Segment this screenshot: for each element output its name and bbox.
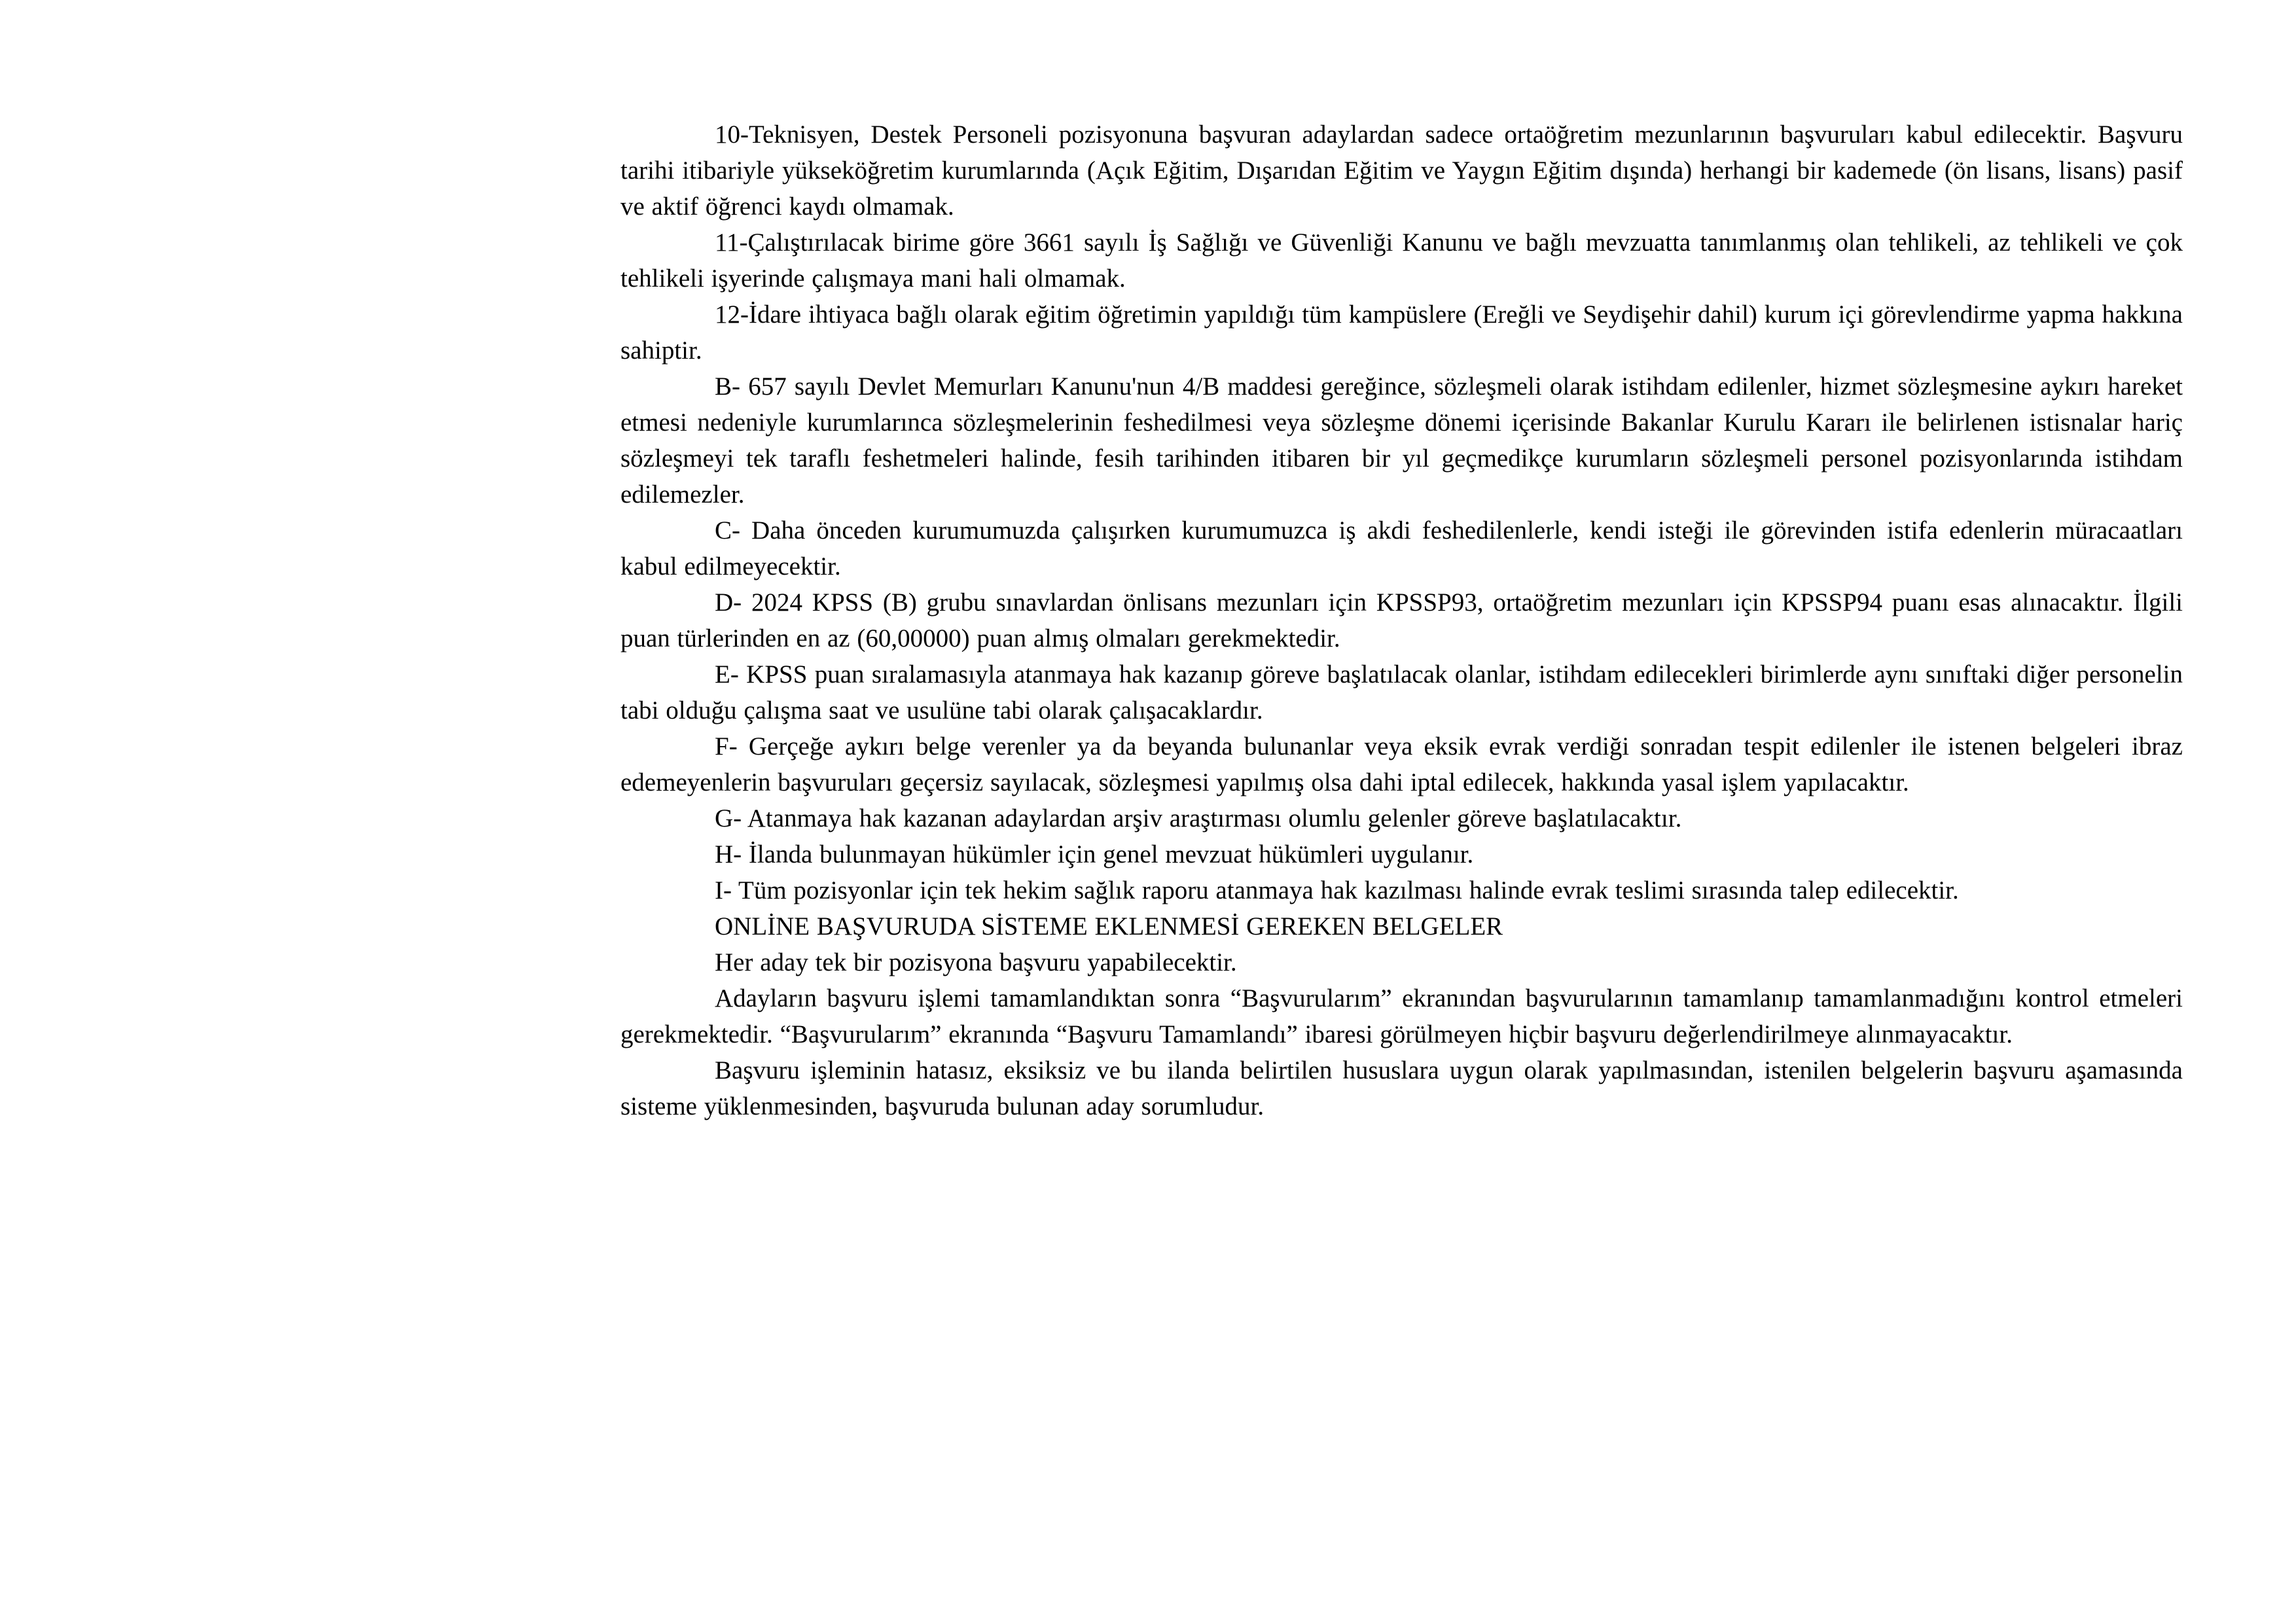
document-page: [620, 116, 2183, 1124]
paragraph-applicant-responsibility: Başvuru işleminin hatasız, eksiksiz ve bu ilanda belirtilen hususlara uygun olarak yapılmasından, istenilen belgelerin başvuru aşamasında sisteme yüklenmesinden, başvuruda bulunan aday sorumludur.: [620, 1056, 2183, 1120]
paragraph-clause-b: B- 657 sayılı Devlet Memurları Kanunu'nun 4/B maddesi gereğince, sözleşmeli olarak istihdam edilenler, hizmet sözleşmesine aykırı hareket etmesi nedeniyle kurumlarınca sözleşmelerinin feshedilmesi veya sözleşme dönemi içerisinde Bakanlar Kurulu Kararı ile belirlenen istisnalar hariç sözleşmeyi tek taraflı feshetmeleri halinde, fesih tarihinden itibaren bir yıl geçmedikçe kurumların sözleşmeli personel pozisyonlarında istihdam edilemezler.: [620, 372, 2183, 508]
section-heading-online-application-documents: ONLİNE BAŞVURUDA SİSTEME EKLENMESİ GEREKEN BELGELER: [715, 912, 1503, 940]
paragraph-clause-e: E- KPSS puan sıralamasıyla atanmaya hak kazanıp göreve başlatılacak olanlar, istihdam edilecekleri birimlerde aynı sınıftaki diğer personelin tabi olduğu çalışma saat ve usulüne tabi olarak çalışacaklardır.: [620, 660, 2183, 724]
paragraph-item-10: 10-Teknisyen, Destek Personeli pozisyonuna başvuran adaylardan sadece ortaöğretim mezunlarının başvuruları kabul edilecektir. Başvuru tarihi itibariyle yükseköğretim kurumlarında (Açık Eğitim, Dışarıdan Eğitim ve Yaygın Eğitim dışında) herhangi bir kademede (ön lisans, lisans) pasif ve aktif öğrenci kaydı olmamak.: [620, 120, 2183, 221]
paragraph-application-status-check: Adayların başvuru işlemi tamamlandıktan sonra “Başvurularım” ekranından başvurularının tamamlanıp tamamlanmadığını kontrol etmeleri gerekmektedir. “Başvurularım” ekranında “Başvuru Tamamlandı” ibaresi görülmeyen hiçbir başvuru değerlendirilmeye alınmayacaktır.: [620, 984, 2183, 1048]
paragraph-item-11: 11-Çalıştırılacak birime göre 3661 sayılı İş Sağlığı ve Güvenliği Kanunu ve bağlı mevzuatta tanımlanmış olan tehlikeli, az tehlikeli ve çok tehlikeli işyerinde çalışmaya mani hali olmamak.: [620, 228, 2183, 293]
paragraph-clause-d: D- 2024 KPSS (B) grubu sınavlardan önlisans mezunları için KPSSP93, ortaöğretim mezunları için KPSSP94 puanı esas alınacaktır. İlgili puan türlerinden en az (60,00000) puan almış olmaları gerekmektedir.: [620, 588, 2183, 652]
paragraph-item-12: 12-İdare ihtiyaca bağlı olarak eğitim öğretimin yapıldığı tüm kampüslere (Ereğli ve Seydişehir dahil) kurum içi görevlendirme yapma hakkına sahiptir.: [620, 300, 2183, 365]
paragraph-single-application-note: Her aday tek bir pozisyona başvuru yapabilecektir.: [715, 948, 1237, 976]
paragraph-clause-g: G- Atanmaya hak kazanan adaylardan arşiv araştırması olumlu gelenler göreve başlatılacaktır.: [715, 804, 1682, 832]
paragraph-clause-i: I- Tüm pozisyonlar için tek hekim sağlık raporu atanmaya hak kazılması halinde evrak teslimi sırasında talep edilecektir.: [715, 876, 1959, 904]
paragraph-clause-f: F- Gerçeğe aykırı belge verenler ya da beyanda bulunanlar veya eksik evrak verdiği sonradan tespit edilenler ile istenen belgeleri ibraz edemeyenlerin başvuruları geçersiz sayılacak, sözleşmesi yapılmış olsa dahi iptal edilecek, hakkında yasal işlem yapılacaktır.: [620, 732, 2183, 796]
paragraph-clause-h: H- İlanda bulunmayan hükümler için genel mevzuat hükümleri uygulanır.: [715, 840, 1474, 868]
paragraph-clause-c: C- Daha önceden kurumumuzda çalışırken kurumumuzca iş akdi feshedilenlerle, kendi isteği ile görevinden istifa edenlerin müracaatları kabul edilmeyecektir.: [620, 516, 2183, 580]
